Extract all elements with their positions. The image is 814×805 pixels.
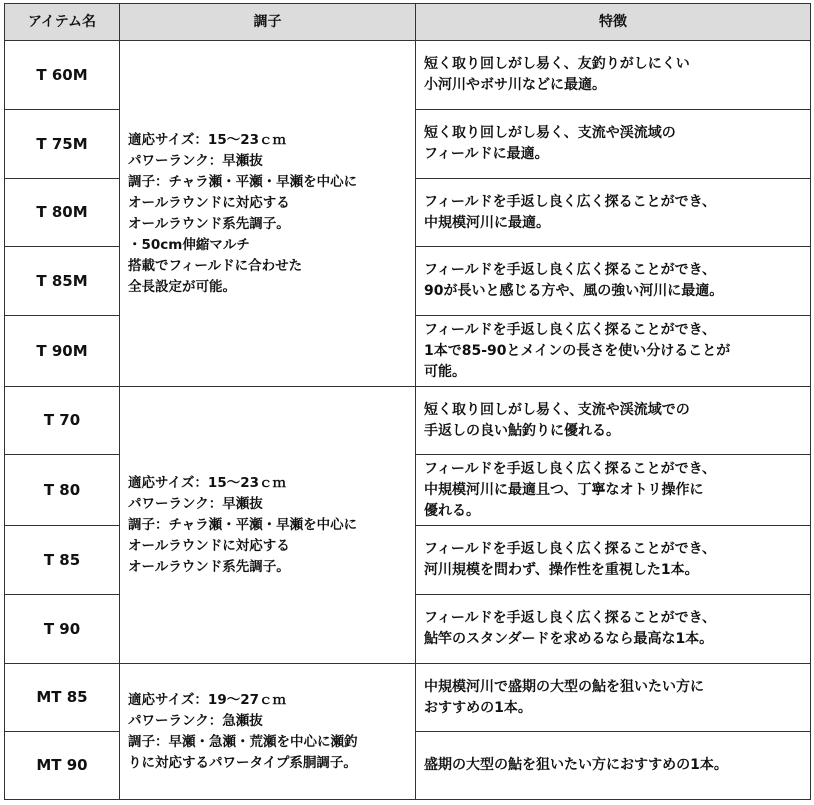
- item-feature: 中規模河川で盛期の大型の鮎を狙いたい方に おすすめの1本。: [416, 664, 811, 732]
- item-feature: フィールドを手返し良く広く探ることができ、 90が長いと感じる方や、風の強い河川に最適。: [416, 247, 811, 316]
- group-spec: 適応サイズ：19〜27ｃｍ パワーランク：急瀬抜 調子：早瀬・急瀬・荒瀬を中心に瀬釣 りに対応するパワータイプ系胴調子。: [120, 664, 416, 800]
- item-feature: 短く取り回しがし易く、支流や渓流域の フィールドに最適。: [416, 110, 811, 179]
- item-name: T 75M: [5, 110, 120, 179]
- header-feature: 特徴: [416, 4, 811, 41]
- item-name: T 90M: [5, 316, 120, 387]
- item-feature: フィールドを手返し良く広く探ることができ、 中規模河川に最適且つ、丁寧なオトリ操作に 優れる。: [416, 455, 811, 526]
- item-name: MT 85: [5, 664, 120, 732]
- group-spec: 適応サイズ：15〜23ｃｍ パワーランク：早瀬抜 調子：チャラ瀬・平瀬・早瀬を中心に オールラウンドに対応する オールラウンド系先調子。: [120, 387, 416, 664]
- item-name: T 80M: [5, 179, 120, 247]
- item-feature: フィールドを手返し良く広く探ることができ、 中規模河川に最適。: [416, 179, 811, 247]
- header-item-name: アイテム名: [5, 4, 120, 41]
- item-name: MT 90: [5, 732, 120, 800]
- group-spec: 適応サイズ：15〜23ｃｍ パワーランク：早瀬抜 調子：チャラ瀬・平瀬・早瀬を中心に オールラウンドに対応する オールラウンド系先調子。 ・50cm伸縮マルチ 搭載でフィールドに合わせた 全長設定が可能。: [120, 41, 416, 387]
- item-feature: フィールドを手返し良く広く探ることができ、 河川規模を問わず、操作性を重視した1本。: [416, 526, 811, 595]
- item-feature: フィールドを手返し良く広く探ることができ、 1本で85-90とメインの長さを使い分けることが 可能。: [416, 316, 811, 387]
- header-tone: 調子: [120, 4, 416, 41]
- item-name: T 70: [5, 387, 120, 455]
- item-feature: 短く取り回しがし易く、支流や渓流域での 手返しの良い鮎釣りに優れる。: [416, 387, 811, 455]
- item-name: T 80: [5, 455, 120, 526]
- table-row: [5, 41, 811, 110]
- item-name: T 90: [5, 595, 120, 664]
- item-feature: 短く取り回しがし易く、友釣りがしにくい 小河川やボサ川などに最適。: [416, 41, 811, 110]
- item-feature: フィールドを手返し良く広く探ることができ、 鮎竿のスタンダードを求めるなら最高な1本。: [416, 595, 811, 664]
- item-feature: 盛期の大型の鮎を狙いたい方におすすめの1本。: [416, 732, 811, 800]
- header-row: [5, 4, 811, 41]
- item-name: T 85M: [5, 247, 120, 316]
- spec-table: [4, 3, 811, 800]
- item-name: T 85: [5, 526, 120, 595]
- table-row: [5, 387, 811, 455]
- table-row: [5, 664, 811, 732]
- item-name: T 60M: [5, 41, 120, 110]
